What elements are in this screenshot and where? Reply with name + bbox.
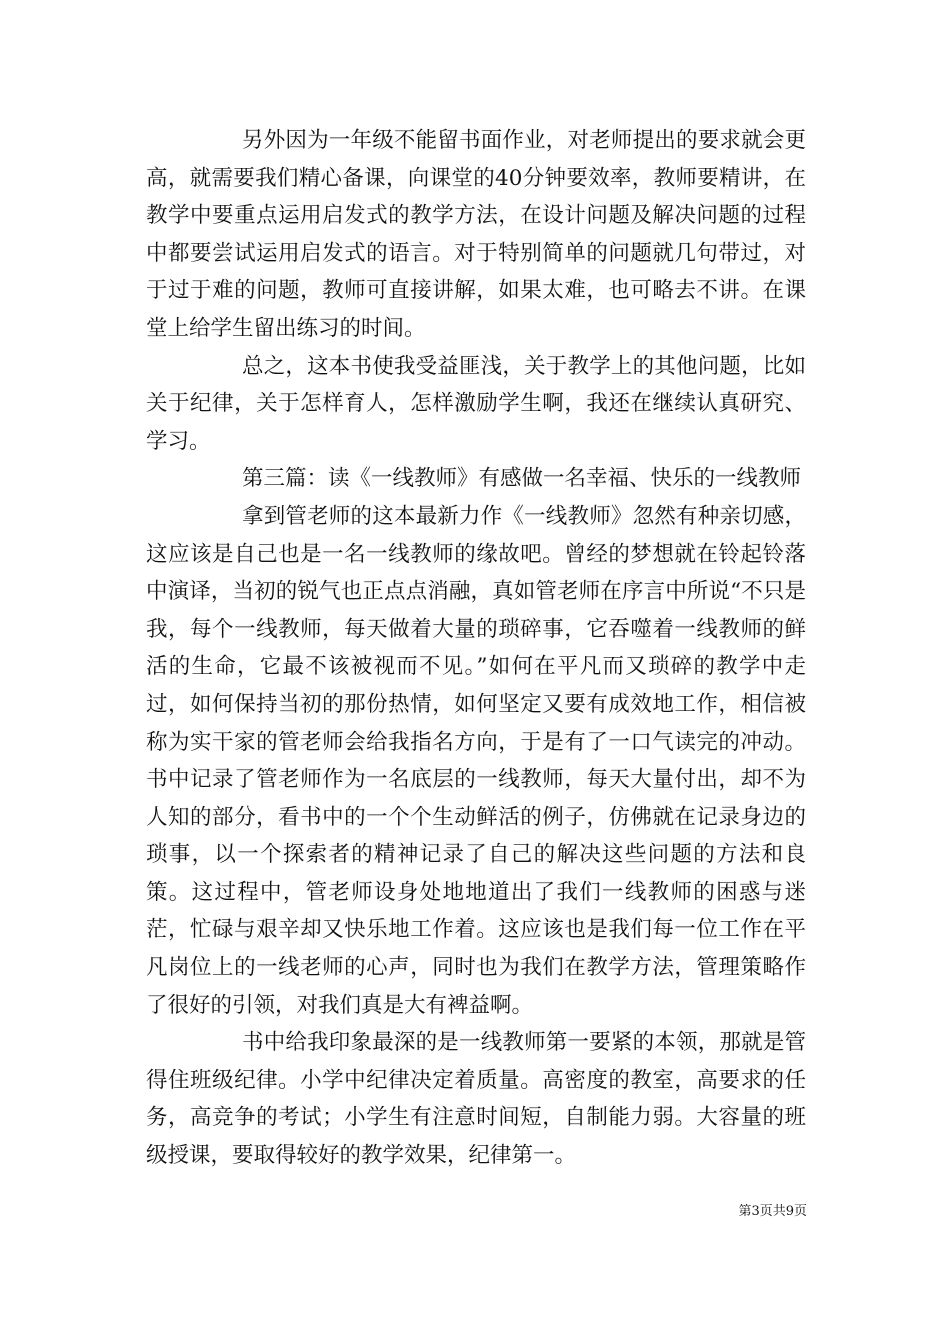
document-body: [146, 122, 806, 1175]
paragraph-book-impression: 拿到管老师的这本最新力作《一线教师》忽然有种亲切感，这应该是自己也是一名一线教师的缘故吧。曾经的梦想就在铃起铃落中演译，当初的锐气也正点点消融，真如管老师在序言中所说“不只是我，每个一线教师，每天做着大量的琐碎事，它吞噬着一线教师的鲜活的生命，它最不该被视而不见。”如何在平凡而又琐碎的教学中走过，如何保持当初的那份热情，如何坚定又要有成效地工作，相信被称为实干家的管老师会给我指名方向，于是有了一口气读完的冲动。书中记录了管老师作为一名底层的一线教师，每天大量付出，却不为人知的部分，看书中的一个个生动鲜活的例子，仿佛就在记录身边的琐事，以一个探索者的精神记录了自己的解决这些问题的方法和良策。这过程中，管老师设身处地地道出了我们一线教师的困惑与迷茫，忙碌与艰辛却又快乐地工作着。这应该也是我们每一位工作在平凡岗位上的一线老师的心声，同时也为我们在教学方法，管理策略作了很好的引领，对我们真是大有裨益啊。: [146, 503, 806, 1018]
paragraph-homework: 另外因为一年级不能留书面作业，对老师提出的要求就会更高，就需要我们精心备课，向课堂的40分钟要效率，教师要精讲，在教学中要重点运用启发式的教学方法，在设计问题及解决问题的过程中都要尝试运用启发式的语言。对于特别简单的问题就几句带过，对于过于难的问题，教师可直接讲解，如果太难，也可略去不讲。在课堂上给学生留出练习的时间。: [146, 128, 806, 341]
page-number: 第3页共9页: [738, 1204, 807, 1219]
section-heading-third: 第三篇：读《一线教师》有感做一名幸福、快乐的一线教师: [242, 466, 802, 492]
paragraph-summary: 总之，这本书使我受益匪浅，关于教学上的其他问题，比如关于纪律，关于怎样育人，怎样激励学生啊，我还在继续认真研究、学习。: [146, 353, 806, 454]
paragraph-discipline: 书中给我印象最深的是一线教师第一要紧的本领，那就是管得住班级纪律。小学中纪律决定着质量。高密度的教室，高要求的任务，高竞争的考试；小学生有注意时间短，自制能力弱。大容量的班级授课，要取得较好的教学效果，纪律第一。: [146, 1030, 806, 1169]
